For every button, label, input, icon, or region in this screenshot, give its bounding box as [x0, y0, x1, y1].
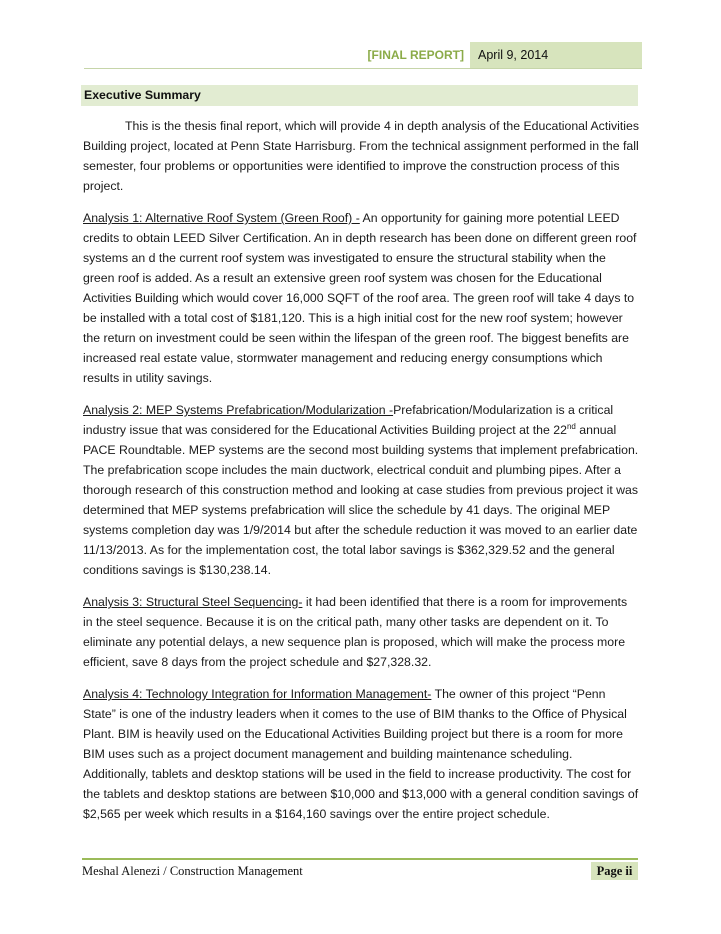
- document-body: [83, 116, 639, 836]
- analysis-1-heading: Analysis 1: Alternative Roof System (Green Roof) -: [83, 211, 360, 225]
- analysis-2-body-b: annual PACE Roundtable. MEP systems are the second most building systems that implement prefabrication. The prefabrication scope includes the main ductwork, electrical conduit and plumbing pipes. After a thorough research of this construction method and looking at case studies from previous project it was determined that MEP systems prefabrication will slice the schedule by 41 days. The original MEP systems completion day was 1/9/2014 but after the schedule reduction it was moved to an earlier date 11/13/2013. As for the implementation cost, the total labor savings is $362,329.52 and the general conditions savings is $130,238.14.: [83, 423, 639, 577]
- section-title: Executive Summary: [81, 85, 638, 106]
- report-date: April 9, 2014: [470, 42, 642, 68]
- analysis-4-paragraph: [83, 684, 639, 824]
- analysis-1-body: An opportunity for gaining more potential LEED credits to obtain LEED Silver Certification. An in depth research has been done on different green roof systems an d the current roof system was investigated to ensure the structural stability when the green roof is added. As a result an extensive green roof system was chosen for the Educational Activities Building which would cover 16,000 SQFT of the roof area. The green roof will take 4 days to be installed with a total cost of $181,120. This is a high initial cost for the new roof system; however the return on investment could be seen within the lifespan of the green roof. The biggest benefits are increased real estate value, stormwater management and reducing energy consumptions which results in utility savings.: [83, 211, 637, 385]
- footer-page-number: Page ii: [591, 862, 638, 880]
- footer-author: Meshal Alenezi / Construction Management: [82, 864, 303, 878]
- analysis-2-superscript: nd: [566, 421, 576, 431]
- analysis-3-body: it had been identified that there is a room for improvements in the steel sequence. Because it is on the critical path, many other tasks are dependent on it. To eliminate any potential delays, a new sequence plan is proposed, which will make the process more efficient, save 8 days from the project schedule and $27,328.32.: [83, 595, 628, 669]
- report-tag: [FINAL REPORT]: [367, 48, 464, 62]
- analysis-4-body: The owner of this project “Penn State” is one of the industry leaders when it comes to the use of BIM thanks to the Office of Physical Plant. BIM is heavily used on the Educational Activities Building project but there is a room for more BIM uses such as a project document management and building maintenance scheduling. Additionally, tablets and desktop stations will be used in the field to increase productivity. The cost for the tablets and desktop stations are between $10,000 and $13,000 with a general condition savings of $2,565 per week which results in a $164,160 savings over the entire project schedule.: [83, 687, 639, 821]
- analysis-1-paragraph: [83, 208, 639, 388]
- page-header: [84, 42, 642, 69]
- footer-rule: [82, 858, 638, 860]
- analysis-2-paragraph: [83, 400, 639, 580]
- analysis-2-body-a: Prefabrication/Modularization is a critical industry issue that was considered for the Educational Activities Building project at the 22: [83, 403, 614, 437]
- analysis-4-heading: Analysis 4: Technology Integration for Information Management-: [83, 687, 432, 701]
- intro-paragraph: This is the thesis final report, which will provide 4 in depth analysis of the Educational Activities Building project, located at Penn State Harrisburg. From the technical assignment performed in the fall semester, four problems or opportunities were identified to improve the construction process of this project.: [83, 119, 639, 193]
- analysis-2-heading: Analysis 2: MEP Systems Prefabrication/Modularization -: [83, 403, 394, 417]
- analysis-3-heading: Analysis 3: Structural Steel Sequencing-: [83, 595, 303, 609]
- analysis-3-paragraph: [83, 592, 639, 672]
